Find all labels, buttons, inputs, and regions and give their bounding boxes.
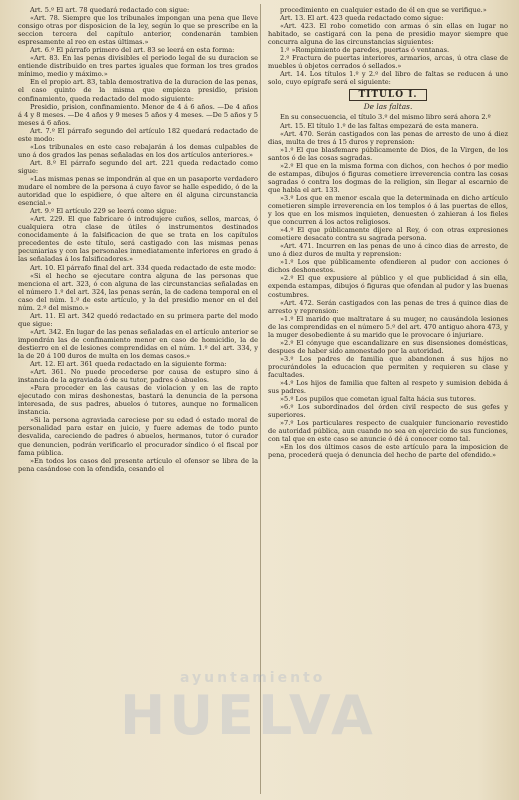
- paragraph: »Si la persona agraviada careciese por su edad ó estado moral de personalidad para estar en juicio, y fuere ademas de todo punto desvalida, careciendo de padres ó abuelos, hermanos, tutor ó curador que denuncien, podrán verificarlo el procurador síndico ó el fiscal por fama pública.: [18, 416, 258, 457]
- paragraph: »3.º Los que en menor escala que la determinada en dicho artículo cometieren simple irreverencia en los templos ó á las puertas de ellos, y los que en los mismos inquieten, denuesten ó zahieran á los fieles que concurren á los actos religiosos.: [268, 193, 508, 227]
- paragraph: »2.º El cónyuge que escandalizare en sus disensiones domésticas, despues de haber sido amonestado por la autoridad.: [268, 338, 508, 355]
- paragraph: Art. 12. El art. 361 queda redactado en la siguiente forma:: [30, 360, 227, 369]
- right-column-bottom: [268, 113, 508, 459]
- paragraph: Art. 7.º El párrafo segundo del artículo 182 quedará redactado de este modo:: [18, 126, 258, 143]
- paragraph: Art. 10. El párrafo final del art. 334 queda redactado de este modo:: [30, 263, 257, 272]
- paragraph: procedimiento en cualquier estado de él en que se verifique.»: [280, 6, 487, 14]
- paragraph: En el propio art. 83, tabla demostrativa de la duracion de las penas, el caso quinto de la misma que empieza presidio, prision confinamiento, queda redactado del modo siguiente:: [18, 78, 258, 103]
- right-column-top: [268, 6, 508, 86]
- paragraph: «Art. 229. El que fabricare ó introdujere cuños, sellos, marcas, ó cualquiera otra clase de útiles ó instrumentos destinados conocidamente á la falsificacion de que se trata en los capítulos precedentes de este título, será castigado con las mismas penas pecuniarias y con las personales inmediatamente inferiores en grado á las señaladas á los falsificadores.»: [18, 215, 258, 264]
- paragraph: »1.º Los que públicamente ofendieren al pudor con acciones ó dichos deshonestos.: [268, 258, 508, 275]
- paragraph: 1.º »Rompimiento de paredes, puertas ó ventanas.: [280, 46, 450, 55]
- paragraph: «Art. 78. Siempre que los tribunales impongan una pena que lleve consigo otras por disposicion de la ley, según lo que se prescribe en la seccion tercera del capítulo anterior, condenarán tambien espresamente al reo en estas últimas.»: [18, 14, 258, 47]
- paragraph: »4.º Los hijos de familia que falten al respeto y sumision debida á sus padres.: [268, 379, 508, 396]
- paragraph: Art. 14. Los títulos 1.º y 2.º del libro de faltas se reducen á uno solo, cuyo epígrafe será el siguiente:: [268, 70, 508, 87]
- paragraph: »5.º Los pupilos que cometan igual falta hácia sus tutores.: [280, 395, 476, 404]
- paragraph: Art. 11. El art. 342 quedó redactado en su primera parte del modo que sigue:: [18, 311, 258, 328]
- paragraph: »2.º El que en la misma forma con dichos, con hechos ó por medio de estampas, dibujos ó figuras cometiere irreverencia contra las cosas sagradas ó contra los dogmas de la religion, sin llegar al escarnio de que habla el art. 133.: [268, 161, 508, 194]
- paragraph: «Art. 361. No puede procederse por causa de estupro sino á instancia de la agraviada ó de su tutor, padres ó abuelos.: [18, 368, 258, 385]
- paragraph: »2.º El que expusiere al público y el que publicidad á sin ella, expenda estampas, dibujos ó figuras que ofendan al pudor y las buenas costumbres.: [268, 274, 508, 299]
- paragraph: «Art. 342. En lugar de las penas señaladas en el artículo anterior se impondrán las de confinamiento menor en caso de homicidio, la de destierro en el de lesiones comprendidas en el núm. 1.º del art. 334, y la de 20 á 100 duros de multa en los demas casos.»: [18, 327, 258, 361]
- paragraph: «Las mismas penas se impondrán al que en un pasaporte verdadero mudare el nombre de la persona á cuyo favor se halle espedido, ó de la autoridad que lo espidiere, ó que altere en él alguna circunstancia esencial.»: [18, 174, 258, 208]
- archive-watermark: HUELVA ayuntamiento: [120, 670, 377, 747]
- paragraph: «Si el hecho se ejecutare contra alguna de las personas que menciona el art. 323, ó con alguna de las circunstancias señaladas en el número 1.º del art. 324, las penas serán, la de cadena temporal en el caso del núm. 1.º de este artículo, y la del presidio menor en el del núm. 2.º del mismo.»: [18, 271, 258, 312]
- paragraph: »1.º El que blasfemare públicamente de Dios, de la Virgen, de los santos ó de las cosas sagradas.: [268, 145, 508, 162]
- paragraph: Art. 5.º El art. 78 quedará redactado con sigue:: [30, 6, 190, 14]
- paragraph: «Los tribunales en este caso rebajarán á los demas culpables de uno á dos grados las penas señaladas en los dos artículos anteriores.»: [18, 142, 258, 159]
- section-subtitle: De las faltas.: [363, 102, 413, 112]
- paragraph: «Art. 423. El robo cometido con armas ó sin ellas en lugar no habitado, se castigará con la pena de presidio mayor siempre que concurra alguna de las circunstancias siguientes:: [268, 22, 508, 47]
- section-title: TITULO I.: [268, 90, 508, 101]
- paragraph: Art. 9.º El artículo 229 se leerá como sigue:: [30, 207, 177, 216]
- paragraph: »3.º Los padres de familia que abandonen á sus hijos no procurándoles la educacion que permiten y requieren su clase y facultades.: [268, 354, 508, 379]
- paragraph: »4.º El que públicamente dijere al Rey, ó con otras expresiones cometiere desacato contra su sagrada persona.: [268, 226, 508, 243]
- paragraph: En su consecuencia, el título 3.º del mismo libro será ahora 2.º: [280, 113, 491, 122]
- paragraph: »1.º El marido que maltratare á su muger, no causándola lesiones de las comprendidas en el número 5.º del art. 470 antiguo ahora 473, y la muger desobediente á su marido que le provocare ó injuriare.: [268, 314, 508, 339]
- paragraph: Art. 13. El art. 423 queda redactado como sigue:: [280, 14, 444, 23]
- paragraph: »En los dos últimos casos de este artículo para la imposicion de pena, procederá queja ó denuncia del hecho de parte del ofendido.»: [268, 443, 508, 460]
- paragraph: «Art. 472. Serán castigados con las penas de tres á quince dias de arresto y reprension:: [268, 298, 508, 315]
- paragraph: «Art. 83. En las penas divisibles el periodo legal de su duracion se entiende distribuido en tres partes iguales que forman los tres grados mínimo, medio y máximo.»: [18, 54, 258, 79]
- paragraph: Art. 6.º El párrafo primero del art. 83 se leerá en esta forma:: [30, 46, 235, 55]
- paragraph: «Art. 470. Serán castigados con las penas de arresto de uno á diez dias, multa de tres á 15 duros y reprension:: [268, 129, 508, 146]
- paragraph: 2.º Fractura de puertas interiores, armarios, arcas, ú otra clase de muebles ú objetos cerrados ó sellados.»: [268, 54, 508, 71]
- paragraph: Art. 15. El título 1.º de las faltas empezará de esta manera.: [280, 121, 479, 130]
- paragraph: »En todos los casos del presente artículo el ofensor se libra de la pena casándose con la ofendida, cesando el: [18, 456, 258, 473]
- paragraph: Art. 8.º El párrafo segundo del art. 221 queda redactado como sigue:: [18, 158, 258, 175]
- paragraph: »Para proceder en las causas de violacion y en las de rapto ejecutado con miras deshonestas, bastará la denuncia de la persona interesada, de sus padres, abuelos ó tutores, aunque no formalicen instancia.: [18, 384, 258, 417]
- paragraph: »7.º Los particulares respecto de cualquier funcionario revestido de autoridad pública, aun cuando no sea en ejercicio de sus funciones, con tal que en este caso se anuncie ó dé á conocer como tal.: [268, 419, 508, 444]
- paragraph: «Art. 471. Incurren en las penas de uno á cinco dias de arresto, de uno á diez duros de multa y reprension:: [268, 242, 508, 259]
- paragraph: Presidio, prision, confinamiento. Menor de 4 á 6 años. —De 4 años á 4 y 8 meses. —De 4 años y 9 meses 5 años y 4 meses. —De 5 años y 5 meses á 6 años.: [18, 102, 258, 127]
- right-column: [268, 6, 508, 459]
- paragraph: »6.º Los subordinados del órden civil respecto de sus gefes y superiores.: [268, 403, 508, 420]
- left-column: [18, 6, 258, 473]
